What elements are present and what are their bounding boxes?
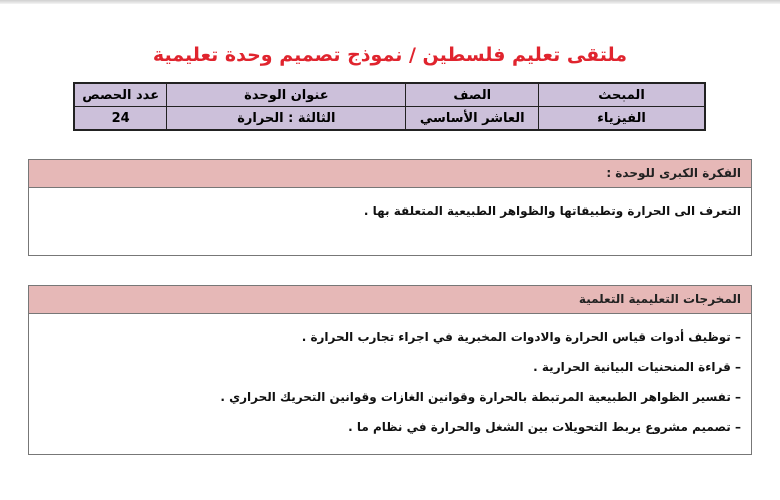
big-idea-section	[28, 159, 752, 256]
page-title: ملتقى تعليم فلسطين / نموذج تصميم وحدة تعليمية	[152, 44, 628, 66]
big-idea-text: التعرف الى الحرارة وتطبيقاتها والظواهر الطبيعية المتعلقة بها .	[29, 188, 751, 234]
table-value-row	[74, 107, 705, 131]
list-item: – قراءة المنحنيات البيانية الحرارية .	[533, 360, 741, 374]
header-grade: الصف	[406, 83, 539, 107]
header-unit-title: عنوان الوحدة	[167, 83, 406, 107]
outcomes-heading: المخرجات التعليمية التعلمية	[29, 286, 751, 314]
unit-info-table	[73, 82, 706, 131]
list-item: – تصميم مشروع يربط التحويلات بين الشغل والحرارة في نظام ما .	[348, 420, 741, 434]
header-subject: المبحث	[539, 83, 705, 107]
list-item: – تفسير الظواهر الطبيعية المرتبطة بالحرارة وقوانين الغازات وقوانين التحريك الحراري .	[220, 390, 741, 404]
big-idea-heading: الفكرة الكبرى للوحدة :	[29, 160, 751, 188]
value-unit-title: الثالثة : الحرارة	[167, 107, 406, 131]
value-grade: العاشر الأساسي	[406, 107, 539, 131]
outcomes-list	[29, 314, 751, 442]
value-subject: الفيزياء	[539, 107, 705, 131]
table-header-row	[74, 83, 705, 107]
list-item: – توظيف أدوات قياس الحرارة والادوات المخبرية في اجراء تجارب الحرارة .	[301, 330, 741, 344]
header-lessons-count: عدد الحصص	[74, 83, 167, 107]
value-lessons-count: 24	[74, 107, 167, 131]
learning-outcomes-section	[28, 285, 752, 455]
top-border	[0, 0, 780, 4]
